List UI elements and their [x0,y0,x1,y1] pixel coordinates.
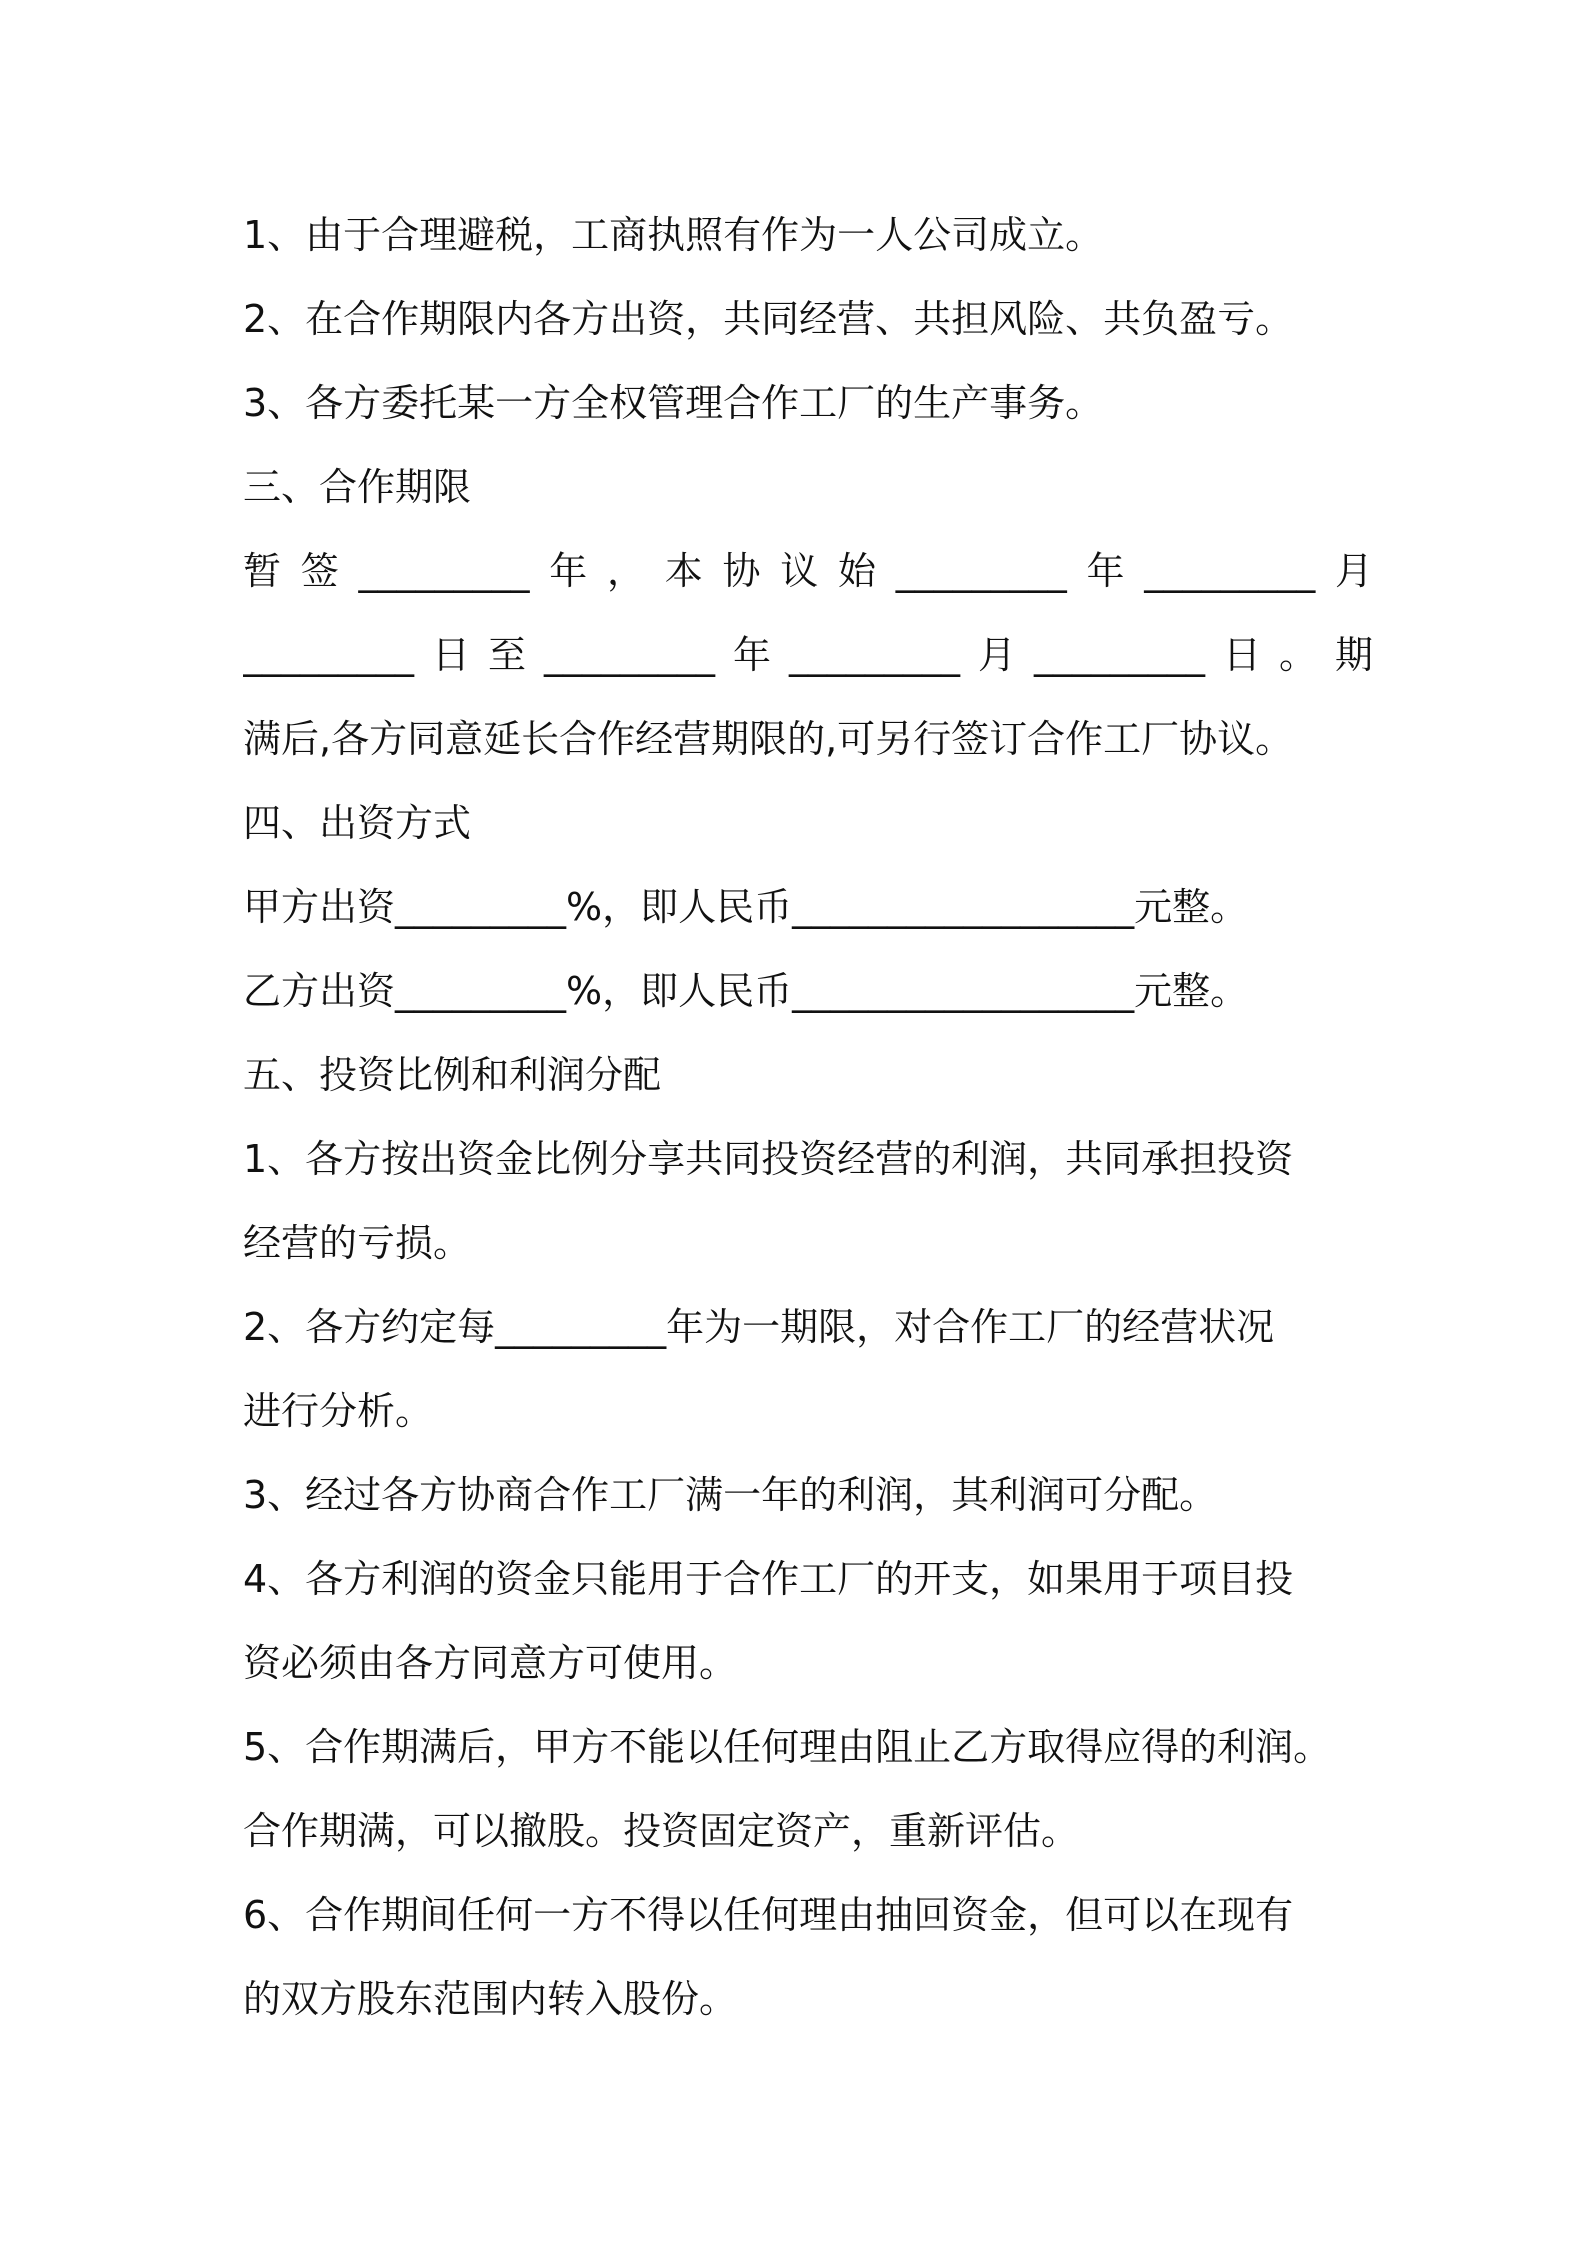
term-line: 满后,各方同意延长合作经营期限的,可另行签订合作工厂协议。 [243,717,1294,761]
document-body [243,193,1373,2041]
clause-line: 合作期满，可以撤股。投资固定资产，重新评估。 [243,1809,1080,1853]
clause-line: 进行分析。 [243,1389,434,1433]
clause-line: 3、经过各方协商合作工厂满一年的利润，其利润可分配。 [243,1473,1218,1517]
section-heading: 四、出资方式 [243,801,472,845]
term-line: 暂签_________年，本协议始_________年_________月 [243,549,1373,593]
clause-line: 1、由于合理避税，工商执照有作为一人公司成立。 [243,213,1104,257]
clause-line: 5、合作期满后，甲方不能以任何理由阻止乙方取得应得的利润。 [243,1725,1332,1769]
contribution-line: 乙方出资_________%，即人民币__________________元整。 [243,969,1249,1013]
section-heading: 五、投资比例和利润分配 [243,1053,662,1097]
clause-line: 的双方股东范围内转入股份。 [243,1977,738,2021]
clause-line: 4、各方利润的资金只能用于合作工厂的开支，如果用于项目投 [243,1557,1294,1601]
clause-line: 经营的亏损。 [243,1221,472,1265]
clause-line: 2、在合作期限内各方出资，共同经营、共担风险、共负盈亏。 [243,297,1294,341]
clause-line: 2、各方约定每_________年为一期限，对合作工厂的经营状况 [243,1305,1275,1349]
contribution-line: 甲方出资_________%，即人民币__________________元整。 [243,885,1249,929]
clause-line: 3、各方委托某一方全权管理合作工厂的生产事务。 [243,381,1104,425]
clause-line: 1、各方按出资金比例分享共同投资经营的利润，共同承担投资 [243,1137,1294,1181]
clause-line: 资必须由各方同意方可使用。 [243,1641,738,1685]
clause-line: 6、合作期间任何一方不得以任何理由抽回资金，但可以在现有 [243,1893,1294,1937]
section-heading: 三、合作期限 [243,465,472,509]
term-line: _________日至_________年_________月_________日。期 [243,633,1373,677]
